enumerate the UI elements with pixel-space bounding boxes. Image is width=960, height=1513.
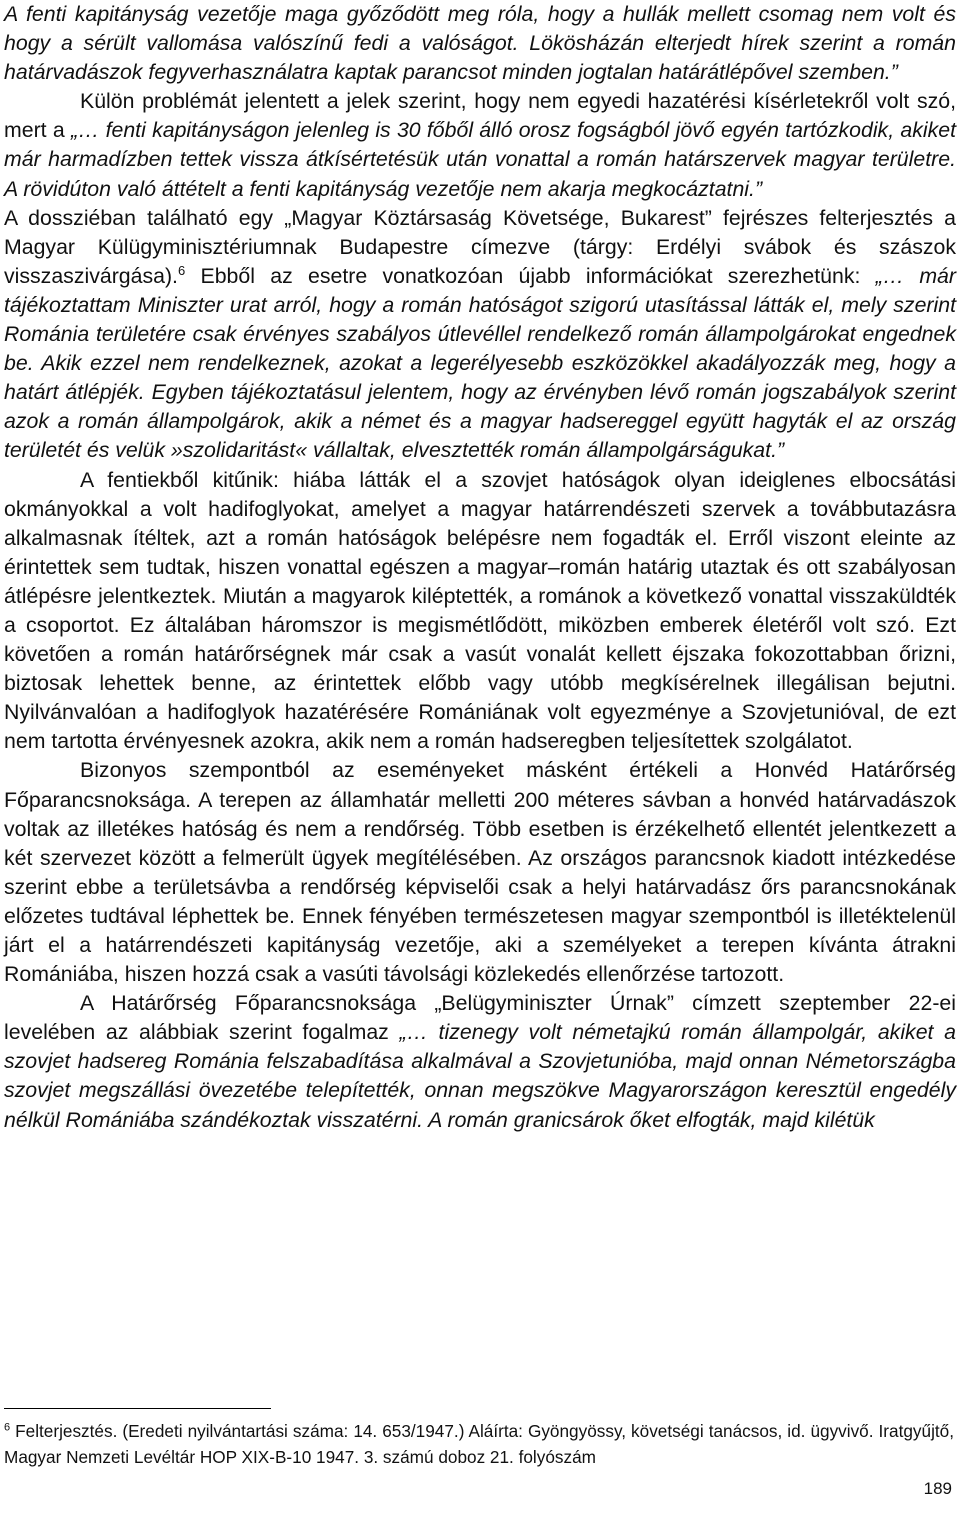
footnote	[4, 1418, 954, 1470]
quote-segment: A fenti kapitányság vezetője maga győződött meg róla, hogy a hullák mellett csomag nem volt és hogy a sérült vallomása valószínű fedi a valóságot. Lökösházán elterjedt hírek szerint a román határvadászok fegyverhasználatra kaptak parancsot minden jogtalan határátlépővel szemben.”	[4, 2, 956, 85]
footnote-divider	[4, 1408, 271, 1409]
body-text	[4, 0, 956, 1135]
text-segment: A fentiekből kitűnik: hiába látták el a szovjet hatóságok olyan ideiglenes elbocsátási okmányokkal a volt hadifoglyokat, amelyet a magyar határrendészeti szervek a továbbutazásra alkalmasnak ítéltek, azt a román hatóságok belépésre nem fogadták el. Erről viszont eleinte az érintettek sem tudtak, hiszen vonattal egészen a magyar–román határig utaztak és ott szabályosan átlépésre jelentkeztek. Miután a magyarok kiléptették, a románok a következő vonattal visszaküldték a csoportot. Ez általában háromszor is megismétlődött, miközben emberek életéről volt szó. Ezt követően a román határőrségnek már csak a vasút vonalát kellett éjszaka fokozottabban őrizni, biztosak lehettek benne, az érintettek előbb vagy utóbb megkísérelnek illegálisan bejutni. Nyilvánvalóan a hadifoglyok hazatérésére Romániának volt egyezménye a Szovjetunióval, de ezt nem tartotta érvényesnek azokra, akik nem a román hadseregben teljesítettek szolgálatot.	[4, 467, 956, 754]
paragraph-5	[4, 756, 956, 989]
text-segment: Külön problémát jelentett a jelek szerint, hogy nem egyedi hazatérési kísérletekről volt szó, mert a	[4, 89, 956, 143]
paragraph-4	[4, 466, 956, 757]
footnote-number: 6	[4, 1421, 11, 1434]
text-segment: A dossziéban található egy „Magyar Köztársaság Követsége, Bukarest” fejrészes felterjesztés a Magyar Külügyminisztériumnak Budapestre címezve (tárgy: Erdélyi svábok és szászok visszaszivárgása).	[4, 205, 956, 288]
page-number: 189	[923, 1479, 952, 1498]
footnote-ref: 6	[177, 262, 186, 278]
footnote-text: Felterjesztés. (Eredeti nyilvántartási száma: 14. 653/1947.) Aláírta: Gyöngyössy, követségi tanácsos, id. ügyvivő. Iratgyűjtő, Magyar Nemzeti Levéltár HOP XIX-B-10 1947. 3. számú doboz 21. folyószám	[4, 1421, 954, 1467]
text-segment: Ebből az esetre vonatkozóan újabb információkat szerezhetünk:	[185, 263, 876, 288]
text-segment: A Határőrség Főparancsnoksága „Belügyminiszter Úrnak” címzett szeptember 22-ei levelében az alábbiak szerint fogalmaz	[4, 991, 956, 1045]
paragraph-2	[4, 87, 956, 203]
quote-segment: „… már tájékoztattam Miniszter urat arról, hogy a román hatóságot szigorú utasítással látták el, mely szerint Románia területére csak érvényes szabályos útlevéllel rendelkező román állampolgárokat engednek be. Akik ezzel nem rendelkeznek, azokat a legerélyesebb eszközökkel akadályozzák meg, hogy a határt átlépjék. Egyben tájékoztatásul jelentem, hogy az érvényben lévő román jogszabályok szerint azok a román állampolgárok, akik a német és a magyar hadsereggel együtt hagyták el az ország területét és velük »szolidaritást« vállaltak, elvesztették román állampolgárságukat.”	[4, 263, 956, 463]
paragraph-1	[4, 0, 956, 87]
quote-segment: „… fenti kapitányságon jelenleg is 30 főből álló orosz fogságból jövő egyén tartózkodik, akiket már harmadízben tettek vissza átkísértetésük után vonattal a román határszervek magyar területre. A rövidúton való áttételt a fenti kapitányság vezetője nem akarja megkocáztatni.”	[4, 118, 956, 201]
text-segment: Bizonyos szempontból az eseményeket másként értékeli a Honvéd Határőrség Főparancsnoksága. A terepen az államhatár melletti 200 méteres sávban a honvéd határvadászok voltak az illetékes hatóság és nem a rendőrség. Több esetben is érzékelhető ellentét jelentkezett a két szervezet között a felmerült ügyek megítélésében. Az országos parancsnok kiadott intézkedése szerint ebbe a területsávba a rendőrség képviselői csak a helyi határvadász őrs parancsnokának előzetes tudtával léphettek be. Ennek fényében természetesen magyar szempontból is illetéktelenül járt el a határrendészeti kapitányság vezetője, aki a személyeket a terepen kívánta átrakni Romániába, hiszen hozzá csak a vasúti távolsági közlekedés ellenőrzése tartozott.	[4, 758, 956, 987]
paragraph-3	[4, 204, 956, 466]
paragraph-6	[4, 989, 956, 1134]
quote-segment: „… tizenegy volt németajkú román állampolgár, akiket a szovjet hadsereg Románia felszabadítása alkalmával a Szovjetunióba, majd onnan Németországba szovjet megszállási övezetébe telepítették, onnan megszökve Magyarországon keresztül engedély nélkül Romániába szándékoztak visszatérni. A román granicsárok őket elfogták, majd kilétük	[4, 1020, 956, 1132]
